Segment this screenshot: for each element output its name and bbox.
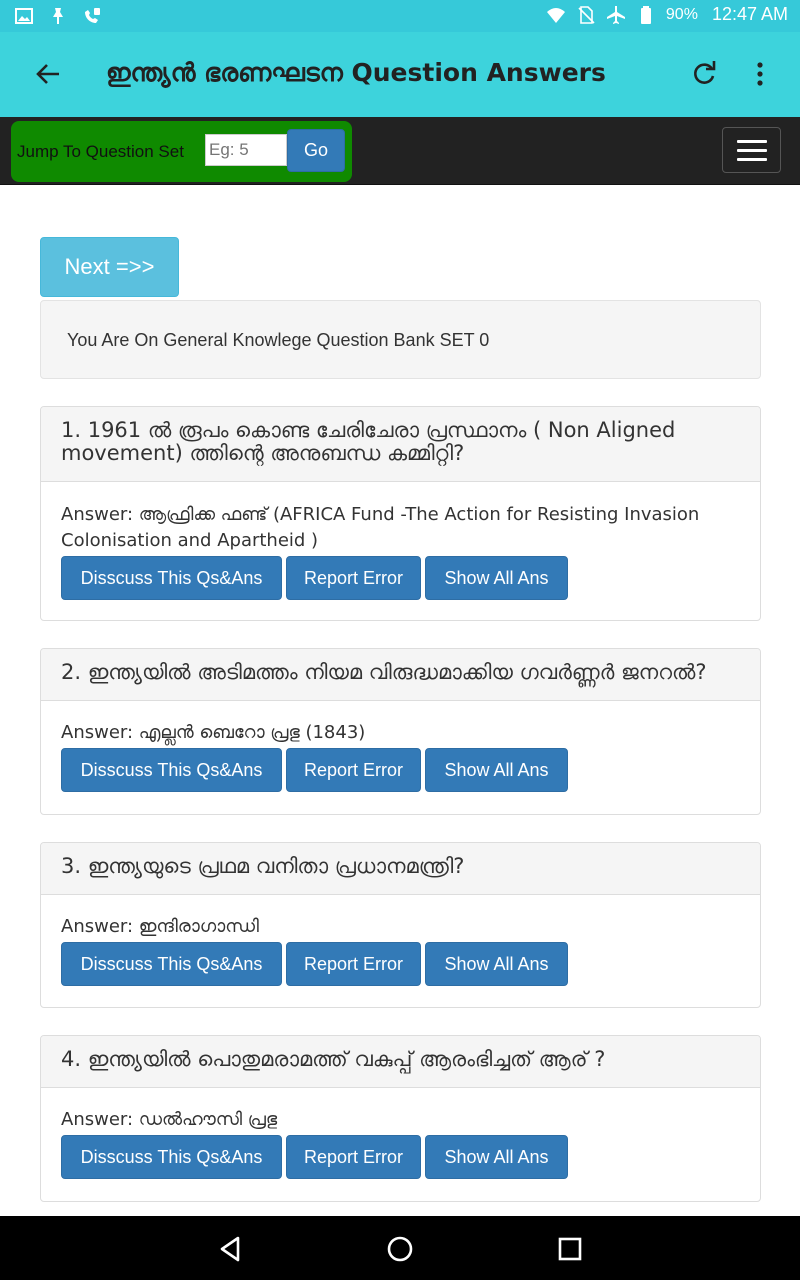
question-card bbox=[40, 842, 761, 1008]
answer-text: Answer: ഡൽഹൗസി പ്രഭു bbox=[61, 1109, 278, 1130]
wifi-icon bbox=[546, 5, 566, 25]
report-error-button[interactable]: Report Error bbox=[286, 942, 421, 986]
report-error-button[interactable]: Report Error bbox=[286, 1135, 421, 1179]
question-card bbox=[40, 406, 761, 621]
question-text: 1. 1961 ൽ രൂപം കൊണ്ട ചേരിചേരാ പ്രസ്ഥാനം ( Non Aligned movement) ത്തിന്റെ അനുബന്ധ കമ്മിറ്റി? bbox=[41, 407, 760, 482]
jump-to-set-form bbox=[11, 121, 352, 182]
no-sim-icon bbox=[576, 5, 596, 25]
system-nav-bar bbox=[0, 1216, 800, 1280]
report-error-button[interactable]: Report Error bbox=[286, 748, 421, 792]
back-button[interactable] bbox=[30, 56, 66, 92]
battery-icon bbox=[636, 5, 656, 25]
answer-text: Answer: എല്ലൻ ബെറോ പ്രഭു (1843) bbox=[61, 722, 366, 743]
nav-recents-icon[interactable] bbox=[555, 1234, 585, 1264]
answer-text: Answer: ആഫ്രിക്ക ഫണ്ട് (AFRICA Fund -The Action for Resisting Invasion Colonisation and Apartheid ) bbox=[61, 504, 700, 551]
set-number-input[interactable] bbox=[205, 134, 287, 166]
show-all-answers-button[interactable]: Show All Ans bbox=[425, 748, 568, 792]
report-error-button[interactable]: Report Error bbox=[286, 556, 421, 600]
jump-label: Jump To Question Set bbox=[17, 142, 184, 161]
discuss-button[interactable]: Disscuss This Qs&Ans bbox=[61, 942, 282, 986]
airplane-icon bbox=[606, 5, 626, 25]
clock: 12:47 AM bbox=[711, 4, 788, 24]
discuss-button[interactable]: Disscuss This Qs&Ans bbox=[61, 748, 282, 792]
missed-call-icon bbox=[82, 6, 102, 26]
status-bar bbox=[0, 0, 800, 32]
page-title: ഇന്ത്യൻ ഭരണഘടന Question Answers bbox=[106, 58, 606, 87]
show-all-answers-button[interactable]: Show All Ans bbox=[425, 556, 568, 600]
go-button[interactable]: Go bbox=[287, 129, 345, 172]
image-icon bbox=[14, 6, 34, 26]
question-text: 4. ഇന്ത്യയിൽ പൊതുമരാമത്ത് വകുപ്പ് ആരംഭിച്ചത് ആര് ? bbox=[41, 1036, 760, 1088]
hamburger-icon bbox=[737, 140, 767, 143]
refresh-button[interactable] bbox=[686, 56, 722, 92]
nav-home-icon[interactable] bbox=[385, 1234, 415, 1264]
more-vert-icon bbox=[756, 62, 764, 86]
set-info-text: You Are On General Knowlege Question Bank SET 0 bbox=[67, 330, 490, 350]
show-all-answers-button[interactable]: Show All Ans bbox=[425, 942, 568, 986]
answer-text: Answer: ഇന്ദിരാഗാന്ധി bbox=[61, 916, 259, 937]
discuss-button[interactable]: Disscuss This Qs&Ans bbox=[61, 1135, 282, 1179]
question-text: 3. ഇന്ത്യയുടെ പ്രഥമ വനിതാ പ്രധാനമന്ത്രി? bbox=[41, 843, 760, 895]
question-card bbox=[40, 648, 761, 815]
question-card bbox=[40, 1035, 761, 1202]
refresh-icon bbox=[691, 61, 717, 87]
set-info-box bbox=[40, 300, 761, 379]
hamburger-menu-button[interactable] bbox=[722, 127, 781, 173]
discuss-button[interactable]: Disscuss This Qs&Ans bbox=[61, 556, 282, 600]
battery-level: 90% bbox=[665, 5, 698, 23]
navbar bbox=[0, 117, 800, 185]
next-set-button[interactable]: Next =>> bbox=[40, 237, 179, 297]
arrow-back-icon bbox=[35, 63, 61, 85]
nav-back-icon[interactable] bbox=[216, 1234, 246, 1264]
question-text: 2. ഇന്ത്യയിൽ അടിമത്തം നിയമ വിരുദ്ധമാക്കിയ ഗവർണ്ണർ ജനറൽ? bbox=[41, 649, 760, 701]
keep-icon bbox=[48, 6, 68, 26]
show-all-answers-button[interactable]: Show All Ans bbox=[425, 1135, 568, 1179]
app-bar bbox=[0, 32, 800, 117]
overflow-menu-button[interactable] bbox=[746, 56, 774, 92]
